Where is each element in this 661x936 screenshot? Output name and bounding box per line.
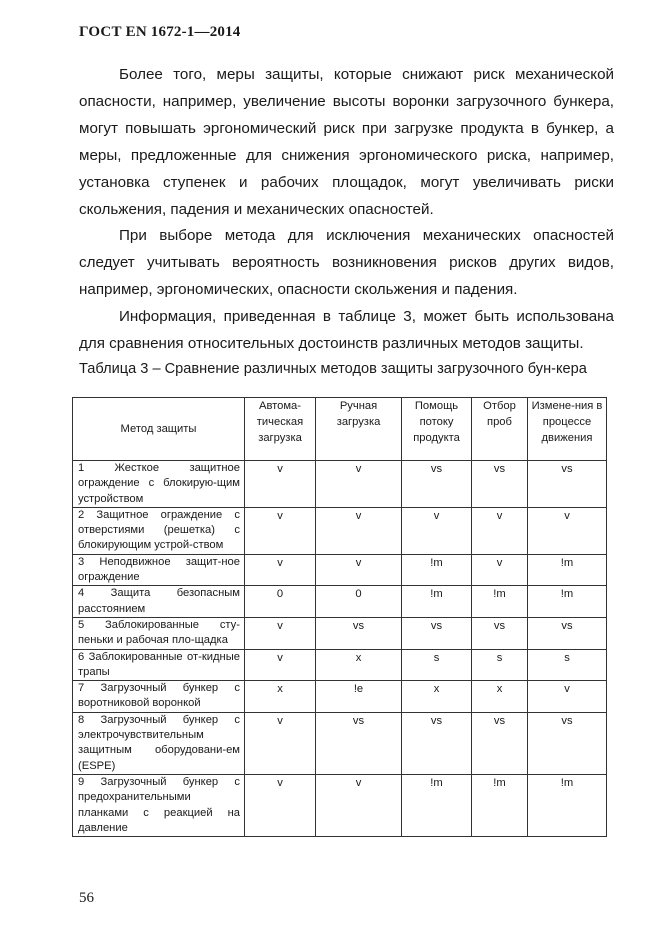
- rating-cell: v: [316, 461, 402, 508]
- rating-cell: v: [245, 774, 316, 836]
- paragraph-2: При выборе метода для исключения механических опасностей следует учитывать вероятность возникновения рисков других видов, например, эргономических, опасности скольжения и падения.: [79, 227, 614, 298]
- rating-cell: !m: [472, 774, 528, 836]
- paragraph-3: Информация, приведенная в таблице 3, может быть использована для сравнения относительных достоинств различных методов защиты.: [79, 308, 614, 352]
- rating-cell: !m: [402, 586, 472, 618]
- table-row: [73, 774, 607, 836]
- rating-cell: !m: [528, 774, 607, 836]
- rating-cell: !e: [316, 681, 402, 713]
- rating-cell: vs: [528, 712, 607, 774]
- table-row: [73, 617, 607, 649]
- rating-cell: vs: [402, 617, 472, 649]
- column-header: Помощь потоку продукта: [402, 398, 472, 461]
- page-number: 56: [79, 890, 94, 906]
- method-name-cell: 7 Загрузочный бункер с воротниковой воронкой: [73, 681, 245, 713]
- method-name-cell: 5 Заблокированные сту-пеньки и рабочая пло-щадка: [73, 617, 245, 649]
- paragraph-1: Более того, меры защиты, которые снижают риск механической опасности, например, увеличение высоты воронки загрузочного бункера, могут повышать эргономический риск при загрузке продукта в бункер, а меры, предложенные для снижения эргономического риска, например, установка ступенек и рабочих площадок, могут увеличивать риски скольжения, падения и механических опасностей.: [79, 66, 614, 218]
- rating-cell: vs: [472, 461, 528, 508]
- table-row: [73, 507, 607, 554]
- rating-cell: s: [402, 649, 472, 681]
- method-name-cell: 4 Защита безопасным расстоянием: [73, 586, 245, 618]
- rating-cell: !m: [402, 774, 472, 836]
- rating-cell: vs: [472, 712, 528, 774]
- method-name-cell: 8 Загрузочный бункер с электрочувствительным защитным оборудовани-ем (ESPE): [73, 712, 245, 774]
- rating-cell: vs: [316, 712, 402, 774]
- table-row: [73, 461, 607, 508]
- rating-cell: x: [402, 681, 472, 713]
- rating-cell: !m: [472, 586, 528, 618]
- rating-cell: vs: [402, 712, 472, 774]
- column-header: Автома-тическая загрузка: [245, 398, 316, 461]
- rating-cell: 0: [245, 586, 316, 618]
- rating-cell: v: [402, 507, 472, 554]
- table-row: [73, 712, 607, 774]
- rating-cell: v: [245, 617, 316, 649]
- rating-cell: vs: [402, 461, 472, 508]
- rating-cell: v: [316, 507, 402, 554]
- rating-cell: vs: [528, 461, 607, 508]
- methods-comparison-table: [72, 397, 607, 837]
- rating-cell: v: [472, 554, 528, 586]
- document-header: ГОСТ EN 1672-1—2014: [79, 24, 241, 40]
- rating-cell: s: [472, 649, 528, 681]
- rating-cell: v: [245, 507, 316, 554]
- method-name-cell: 3 Неподвижное защит-ное ограждение: [73, 554, 245, 586]
- rating-cell: x: [472, 681, 528, 713]
- rating-cell: v: [528, 507, 607, 554]
- rating-cell: !m: [528, 586, 607, 618]
- table-row: [73, 681, 607, 713]
- method-name-cell: 2 Защитное ограждение с отверстиями (решетка) с блокирующим устрой-ством: [73, 507, 245, 554]
- rating-cell: v: [472, 507, 528, 554]
- table-row: [73, 586, 607, 618]
- table-caption: Таблица 3 – Сравнение различных методов защиты загрузочного бун-кера: [79, 361, 587, 377]
- rating-cell: x: [316, 649, 402, 681]
- rating-cell: x: [245, 681, 316, 713]
- rating-cell: v: [316, 554, 402, 586]
- column-header: Отбор проб: [472, 398, 528, 461]
- table-row: [73, 554, 607, 586]
- rating-cell: vs: [316, 617, 402, 649]
- rating-cell: !m: [402, 554, 472, 586]
- table-row: [73, 649, 607, 681]
- rating-cell: v: [528, 681, 607, 713]
- rating-cell: v: [245, 712, 316, 774]
- column-header: Ручная загрузка: [316, 398, 402, 461]
- rating-cell: v: [245, 649, 316, 681]
- rating-cell: v: [245, 461, 316, 508]
- column-header: Измене-ния в процессе движения: [528, 398, 607, 461]
- rating-cell: vs: [528, 617, 607, 649]
- rating-cell: v: [316, 774, 402, 836]
- table-header-row: [73, 398, 607, 461]
- method-name-cell: 9 Загрузочный бункер с предохранительными планками с реакцией на давление: [73, 774, 245, 836]
- method-name-cell: 1 Жесткое защитное ограждение с блокирую-щим устройством: [73, 461, 245, 508]
- rating-cell: s: [528, 649, 607, 681]
- rating-cell: !m: [528, 554, 607, 586]
- rating-cell: v: [245, 554, 316, 586]
- rating-cell: 0: [316, 586, 402, 618]
- rating-cell: vs: [472, 617, 528, 649]
- column-header: Метод защиты: [73, 398, 245, 461]
- method-name-cell: 6 Заблокированные от-кидные трапы: [73, 649, 245, 681]
